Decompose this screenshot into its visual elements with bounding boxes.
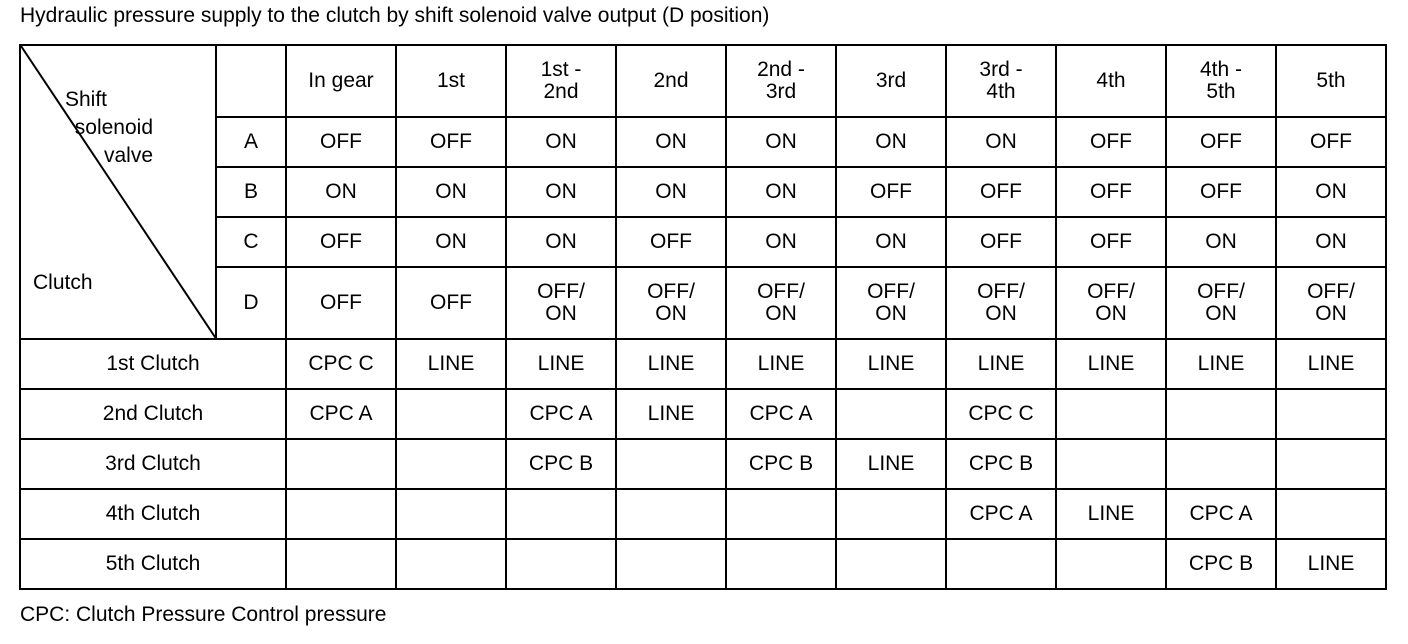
pressure-cell xyxy=(1166,439,1276,489)
pressure-cell xyxy=(286,489,396,539)
cell-line: 4th xyxy=(1096,69,1126,92)
cell-line: OFF xyxy=(1090,130,1132,153)
pressure-cell: LINE xyxy=(1276,539,1386,589)
pressure-cell xyxy=(726,539,836,589)
solenoid-label: B xyxy=(216,167,286,217)
solenoid-state-cell xyxy=(286,217,396,267)
pressure-cell: CPC A xyxy=(726,389,836,439)
pressure-cell xyxy=(836,539,946,589)
cell-line: 3rd - xyxy=(979,58,1023,81)
pressure-cell xyxy=(616,489,726,539)
cell-line: OFF xyxy=(870,180,912,203)
solenoid-state-cell xyxy=(836,217,946,267)
cell-line: ON xyxy=(655,302,687,325)
cell-line: ON xyxy=(1205,302,1237,325)
cell-line: ON xyxy=(1315,180,1347,203)
pressure-cell: LINE xyxy=(1166,339,1276,389)
solenoid-state-cell xyxy=(1276,217,1386,267)
column-header xyxy=(1166,45,1276,117)
cell-line: ON xyxy=(1095,302,1127,325)
cell-line: OFF/ xyxy=(1087,280,1135,303)
solenoid-state-cell xyxy=(1056,217,1166,267)
solenoid-state-cell xyxy=(836,267,946,339)
pressure-cell xyxy=(396,489,506,539)
corner-label-line: solenoid xyxy=(74,116,153,139)
pressure-cell: LINE xyxy=(506,339,616,389)
cell-line: OFF/ xyxy=(977,280,1025,303)
pressure-cell xyxy=(1056,389,1166,439)
cell-line: ON xyxy=(1315,230,1347,253)
clutch-axis-label: Clutch xyxy=(33,271,93,294)
solenoid-state-cell xyxy=(726,167,836,217)
column-header xyxy=(1276,45,1386,117)
pressure-cell xyxy=(836,389,946,439)
clutch-pressure-table xyxy=(19,44,1387,590)
cell-line: OFF xyxy=(980,180,1022,203)
cell-line: ON xyxy=(545,230,577,253)
pressure-cell: LINE xyxy=(836,339,946,389)
solenoid-state-cell xyxy=(506,117,616,167)
solenoid-state-cell xyxy=(396,217,506,267)
shift-solenoid-valve-label xyxy=(20,86,153,170)
column-header xyxy=(836,45,946,117)
pressure-cell xyxy=(616,439,726,489)
cell-line: ON xyxy=(1315,302,1347,325)
cell-line: OFF xyxy=(1090,230,1132,253)
solenoid-state-cell xyxy=(1166,217,1276,267)
cell-line: ON xyxy=(765,180,797,203)
solenoid-state-cell xyxy=(396,117,506,167)
solenoid-state-cell xyxy=(616,117,726,167)
solenoid-state-cell xyxy=(616,267,726,339)
solenoid-state-cell xyxy=(1276,167,1386,217)
solenoid-state-cell xyxy=(506,217,616,267)
cell-line: OFF xyxy=(320,230,362,253)
pressure-cell xyxy=(396,539,506,589)
pressure-cell: LINE xyxy=(1056,489,1166,539)
cell-line: ON xyxy=(875,230,907,253)
pressure-cell xyxy=(1276,489,1386,539)
cell-line: 4th - xyxy=(1199,58,1243,81)
solenoid-state-cell xyxy=(1166,117,1276,167)
solenoid-state-cell xyxy=(616,217,726,267)
blank-header-cell xyxy=(216,45,286,117)
pressure-cell xyxy=(396,389,506,439)
cell-line: OFF/ xyxy=(1307,280,1355,303)
cell-line: ON xyxy=(765,130,797,153)
pressure-cell: CPC B xyxy=(506,439,616,489)
solenoid-state-cell xyxy=(1166,267,1276,339)
solenoid-row xyxy=(20,217,1386,267)
pressure-cell: LINE xyxy=(396,339,506,389)
cell-line: 2nd xyxy=(543,80,579,103)
cell-line: ON xyxy=(435,230,467,253)
footnote: CPC: Clutch Pressure Control pressure xyxy=(20,603,387,626)
cell-line: 1st - xyxy=(540,58,582,81)
solenoid-state-cell xyxy=(836,167,946,217)
cell-line: ON xyxy=(985,130,1017,153)
cell-line: OFF/ xyxy=(647,280,695,303)
solenoid-state-cell xyxy=(396,267,506,339)
solenoid-state-cell xyxy=(506,167,616,217)
cell-line: 3rd xyxy=(765,80,797,103)
clutch-row xyxy=(20,539,1386,589)
pressure-cell: CPC C xyxy=(946,389,1056,439)
pressure-cell: LINE xyxy=(836,439,946,489)
header-row xyxy=(20,45,1386,117)
pressure-cell: LINE xyxy=(726,339,836,389)
cell-line: 2nd xyxy=(653,69,689,92)
pressure-cell xyxy=(506,489,616,539)
cell-line: ON xyxy=(875,302,907,325)
solenoid-state-cell xyxy=(286,167,396,217)
pressure-cell xyxy=(396,439,506,489)
corner-label-line: valve xyxy=(103,144,153,167)
column-header xyxy=(726,45,836,117)
pressure-cell xyxy=(1056,439,1166,489)
cell-line: OFF xyxy=(980,230,1022,253)
pressure-cell xyxy=(286,539,396,589)
clutch-row-label: 5th Clutch xyxy=(20,539,286,589)
cell-line: ON xyxy=(985,302,1017,325)
pressure-cell xyxy=(1056,539,1166,589)
pressure-cell xyxy=(616,539,726,589)
solenoid-label: D xyxy=(216,267,286,339)
cell-line: OFF xyxy=(430,130,472,153)
pressure-cell xyxy=(286,439,396,489)
cell-line: 3rd xyxy=(875,69,907,92)
pressure-cell xyxy=(506,539,616,589)
cell-line: ON xyxy=(875,130,907,153)
cell-line: OFF xyxy=(1310,130,1352,153)
cell-line: ON xyxy=(325,180,357,203)
column-header xyxy=(1056,45,1166,117)
solenoid-label: C xyxy=(216,217,286,267)
cell-line: ON xyxy=(655,180,687,203)
solenoid-state-cell xyxy=(1056,167,1166,217)
cell-line: ON xyxy=(1205,230,1237,253)
solenoid-state-cell xyxy=(286,267,396,339)
cell-line: ON xyxy=(765,302,797,325)
pressure-cell xyxy=(946,539,1056,589)
solenoid-state-cell xyxy=(1056,267,1166,339)
solenoid-state-cell xyxy=(1276,267,1386,339)
column-header xyxy=(396,45,506,117)
cell-line: ON xyxy=(545,130,577,153)
solenoid-state-cell xyxy=(616,167,726,217)
pressure-cell: CPC B xyxy=(726,439,836,489)
pressure-cell: CPC B xyxy=(1166,539,1276,589)
solenoid-state-cell xyxy=(836,117,946,167)
pressure-cell: CPC C xyxy=(286,339,396,389)
pressure-cell xyxy=(1276,439,1386,489)
cell-line: OFF xyxy=(1200,130,1242,153)
cell-line: ON xyxy=(545,302,577,325)
solenoid-state-cell xyxy=(726,217,836,267)
cell-line: OFF xyxy=(650,230,692,253)
solenoid-state-cell xyxy=(946,117,1056,167)
pressure-cell xyxy=(1276,389,1386,439)
cell-line: ON xyxy=(765,230,797,253)
solenoid-state-cell xyxy=(1166,167,1276,217)
cell-line: OFF/ xyxy=(1197,280,1245,303)
clutch-row-label: 4th Clutch xyxy=(20,489,286,539)
pressure-cell: LINE xyxy=(616,339,726,389)
pressure-cell xyxy=(1166,389,1276,439)
page-title: Hydraulic pressure supply to the clutch by shift solenoid valve output (D position) xyxy=(20,4,770,27)
clutch-row xyxy=(20,439,1386,489)
pressure-cell: CPC A xyxy=(286,389,396,439)
clutch-row xyxy=(20,389,1386,439)
solenoid-state-cell xyxy=(1056,117,1166,167)
cell-line: 4th xyxy=(986,80,1016,103)
cell-line: OFF xyxy=(1200,180,1242,203)
pressure-cell: LINE xyxy=(1056,339,1166,389)
column-header xyxy=(946,45,1056,117)
cell-line: ON xyxy=(545,180,577,203)
solenoid-state-cell xyxy=(286,117,396,167)
clutch-row-label: 1st Clutch xyxy=(20,339,286,389)
solenoid-state-cell xyxy=(946,267,1056,339)
cell-line: OFF xyxy=(430,291,472,314)
solenoid-state-cell xyxy=(946,217,1056,267)
column-header xyxy=(616,45,726,117)
pressure-cell xyxy=(726,489,836,539)
cell-line: OFF/ xyxy=(537,280,585,303)
solenoid-row xyxy=(20,167,1386,217)
column-header xyxy=(506,45,616,117)
cell-line: 5th xyxy=(1316,69,1346,92)
cell-line: ON xyxy=(435,180,467,203)
solenoid-label: A xyxy=(216,117,286,167)
cell-line: ON xyxy=(655,130,687,153)
pressure-cell: CPC A xyxy=(946,489,1056,539)
cell-line: 2nd - xyxy=(757,58,805,81)
column-header xyxy=(286,45,396,117)
diagonal-corner-cell xyxy=(20,45,216,339)
solenoid-row xyxy=(20,117,1386,167)
clutch-row-label: 3rd Clutch xyxy=(20,439,286,489)
pressure-cell: CPC A xyxy=(506,389,616,439)
pressure-cell: LINE xyxy=(946,339,1056,389)
clutch-row xyxy=(20,489,1386,539)
cell-line: OFF/ xyxy=(867,280,915,303)
solenoid-state-cell xyxy=(1276,117,1386,167)
solenoid-state-cell xyxy=(506,267,616,339)
clutch-row xyxy=(20,339,1386,389)
cell-line: In gear xyxy=(308,69,374,92)
pressure-cell: LINE xyxy=(616,389,726,439)
cell-line: OFF/ xyxy=(757,280,805,303)
cell-line: OFF xyxy=(1090,180,1132,203)
solenoid-state-cell xyxy=(726,267,836,339)
solenoid-state-cell xyxy=(396,167,506,217)
pressure-cell: CPC B xyxy=(946,439,1056,489)
solenoid-row xyxy=(20,267,1386,339)
clutch-row-label: 2nd Clutch xyxy=(20,389,286,439)
cell-line: 5th xyxy=(1206,80,1236,103)
solenoid-state-cell xyxy=(946,167,1056,217)
cell-line: OFF xyxy=(320,291,362,314)
solenoid-state-cell xyxy=(726,117,836,167)
pressure-cell: LINE xyxy=(1276,339,1386,389)
pressure-cell: CPC A xyxy=(1166,489,1276,539)
cell-line: OFF xyxy=(320,130,362,153)
cell-line: 1st xyxy=(436,69,465,92)
corner-label-line: Shift xyxy=(65,88,108,111)
pressure-cell xyxy=(836,489,946,539)
